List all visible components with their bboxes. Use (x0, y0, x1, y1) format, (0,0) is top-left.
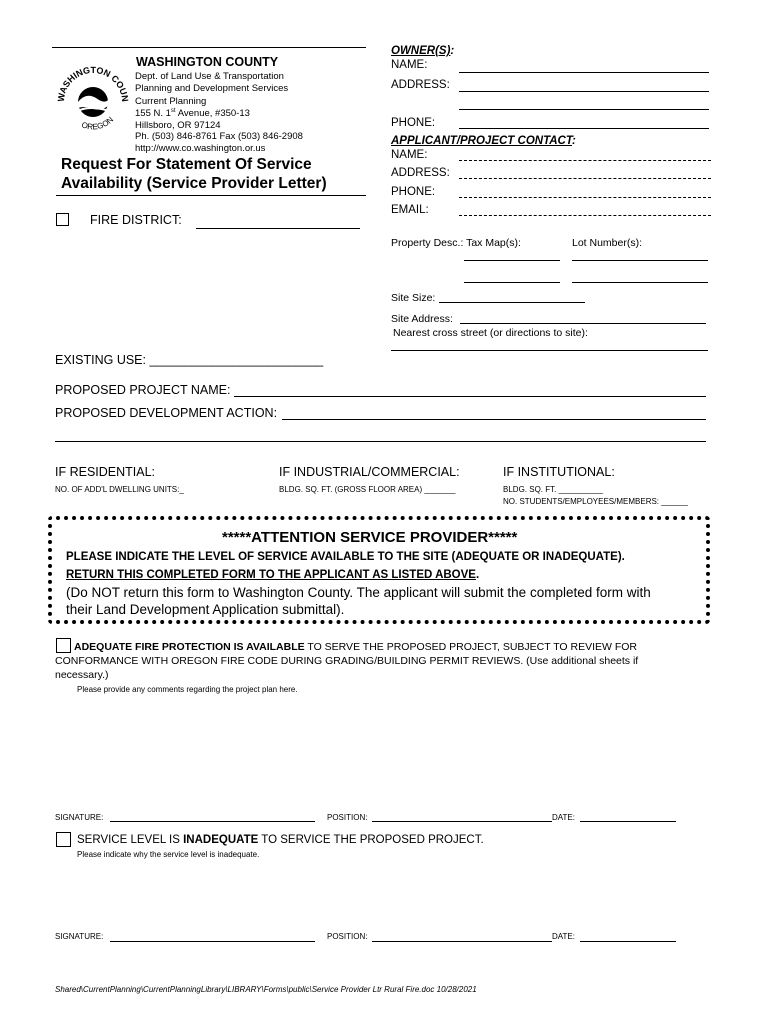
date-label-2: DATE: (552, 932, 575, 941)
form-title-line1: Request For Statement Of Service (61, 156, 312, 173)
signature-field-2[interactable] (110, 941, 315, 942)
svg-text:OREGON (80, 115, 115, 132)
inadequate-pre: SERVICE LEVEL IS (77, 834, 184, 846)
owner-heading-colon: : (450, 45, 455, 57)
fire-district-field[interactable] (196, 228, 360, 229)
owner-heading (391, 45, 454, 57)
adequate-line3: necessary.) (55, 669, 109, 681)
applicant-heading (391, 135, 576, 147)
existing-use-label: EXISTING USE: _________________________ (55, 353, 324, 367)
owner-address-field2[interactable] (459, 109, 709, 110)
applicant-address-field[interactable] (459, 178, 711, 179)
inadequate-checkbox[interactable] (56, 832, 71, 847)
attention-line4: their Land Development Application submittal). (66, 602, 345, 617)
position-label-2: POSITION: (327, 932, 368, 941)
lot-number-field2[interactable] (572, 282, 708, 283)
date-label-1: DATE: (552, 813, 575, 822)
adequate-rest-text: TO SERVE THE PROPOSED PROJECT, SUBJECT TO REVIEW FOR (304, 641, 638, 653)
attention-line2 (66, 569, 479, 581)
proposed-name-field[interactable] (234, 396, 706, 397)
dept-line1: Dept. of Land Use & Transportation (135, 71, 284, 82)
date-field-1[interactable] (580, 821, 676, 822)
industrial-sub: BLDG. SQ. FT. (GROSS FLOOR AREA) _______ (279, 485, 456, 494)
attention-title: *****ATTENTION SERVICE PROVIDER***** (222, 529, 518, 546)
fire-district-checkbox[interactable] (56, 213, 69, 226)
tax-map-field2[interactable] (464, 282, 560, 283)
owner-address-label: ADDRESS: (391, 79, 450, 91)
proposed-action-label: PROPOSED DEVELOPMENT ACTION: (55, 406, 278, 420)
adequate-comments: Please provide any comments regarding the project plan here. (77, 685, 298, 694)
applicant-email-field[interactable] (459, 215, 711, 216)
signature-field-1[interactable] (110, 821, 315, 822)
title-rule (56, 195, 366, 196)
attention-line2-end: . (475, 569, 480, 581)
form-title-line2: Availability (Service Provider Letter) (61, 175, 327, 192)
county-address1 (135, 108, 250, 119)
lot-number-field1[interactable] (572, 260, 708, 261)
lot-number-label: Lot Number(s): (572, 237, 643, 249)
address1-pre: 155 N. 1 (135, 108, 171, 120)
owner-address-field[interactable] (459, 91, 709, 92)
site-size-label: Site Size: (391, 292, 436, 304)
fire-district-label: FIRE DISTRICT: (90, 213, 182, 227)
applicant-address-label: ADDRESS: (391, 167, 450, 179)
proposed-action-field2[interactable] (55, 441, 706, 442)
adequate-line2: CONFORMANCE WITH OREGON FIRE CODE DURING GRADING/BUILDING PERMIT REVIEWS. (Use additional sheets if (55, 655, 639, 667)
owner-phone-label: PHONE: (391, 117, 436, 129)
applicant-name-field[interactable] (459, 160, 711, 161)
applicant-heading-colon: : (572, 135, 576, 147)
industrial-label: IF INDUSTRIAL/COMMERCIAL: (279, 465, 460, 479)
owner-heading-text: OWNER(S) (391, 45, 451, 57)
inadequate-sub: Please indicate why the service level is inadequate. (77, 850, 260, 859)
attention-line1: PLEASE INDICATE THE LEVEL OF SERVICE AVAILABLE TO THE SITE (ADEQUATE OR INADEQUATE). (66, 551, 625, 563)
header-rule (52, 47, 366, 48)
institutional-sub1: BLDG. SQ. FT. __________ (503, 485, 604, 494)
applicant-heading-text: APPLICANT/PROJECT CONTACT (391, 135, 573, 147)
inadequate-post: TO SERVICE THE PROPOSED PROJECT. (258, 834, 484, 846)
inadequate-bold: INADEQUATE (183, 834, 259, 846)
cross-street-label: Nearest cross street (or directions to site): (393, 327, 588, 339)
site-address-field[interactable] (460, 323, 706, 324)
address1-post: Avenue, #350-13 (175, 108, 250, 120)
institutional-sub2: NO. STUDENTS/EMPLOYEES/MEMBERS: ______ (503, 497, 688, 506)
address1-sup: st (170, 108, 176, 114)
position-field-1[interactable] (372, 821, 552, 822)
owner-phone-field[interactable] (459, 128, 709, 129)
dept-line2: Planning and Development Services (135, 83, 289, 94)
signature-label-1: SIGNATURE: (55, 813, 104, 822)
cross-street-field[interactable] (391, 350, 708, 351)
attention-line2-text: RETURN THIS COMPLETED FORM TO THE APPLICANT AS LISTED ABOVE (66, 569, 476, 581)
institutional-label: IF INSTITUTIONAL: (503, 465, 615, 479)
footer-path: Shared\CurrentPlanning\CurrentPlanningLibrary\LIBRARY\Forms\public\Service Provider Ltr Rural Fire.doc 10/28/2021 (55, 985, 477, 994)
applicant-name-label: NAME: (391, 149, 428, 161)
applicant-email-label: EMAIL: (391, 204, 429, 216)
proposed-name-label: PROPOSED PROJECT NAME: (55, 383, 231, 397)
county-url[interactable]: http://www.co.washington.or.us (135, 143, 266, 154)
county-seal (54, 62, 132, 140)
county-name: WASHINGTON COUNTY (136, 55, 279, 69)
seal-bottom-text: OREGON (80, 115, 116, 132)
adequate-checkbox[interactable] (56, 638, 71, 653)
residential-sub: NO. OF ADD'L DWELLING UNITS:_ (55, 485, 184, 494)
residential-label: IF RESIDENTIAL: (55, 465, 156, 479)
proposed-action-field[interactable] (282, 419, 706, 420)
site-address-label: Site Address: (391, 313, 453, 325)
adequate-bold-text: ADEQUATE FIRE PROTECTION IS AVAILABLE (74, 641, 305, 653)
dept-line3: Current Planning (135, 96, 207, 107)
date-field-2[interactable] (580, 941, 676, 942)
inadequate-line (77, 834, 484, 846)
owner-name-label: NAME: (391, 59, 428, 71)
attention-line3: (Do NOT return this form to Washington County. The applicant will submit the completed form with (66, 585, 651, 600)
position-label-1: POSITION: (327, 813, 368, 822)
applicant-phone-label: PHONE: (391, 186, 436, 198)
position-field-2[interactable] (372, 941, 552, 942)
tax-map-field1[interactable] (464, 260, 560, 261)
tax-map-label: Property Desc.: Tax Map(s): (391, 237, 521, 249)
county-phone: Ph. (503) 846-8761 Fax (503) 846-2908 (135, 131, 303, 142)
adequate-line1 (74, 641, 637, 653)
owner-name-field[interactable] (459, 72, 709, 73)
signature-label-2: SIGNATURE: (55, 932, 104, 941)
applicant-phone-field[interactable] (459, 197, 711, 198)
county-address2: Hillsboro, OR 97124 (135, 120, 221, 131)
site-size-field[interactable] (439, 302, 585, 303)
seal-top-text: WASHINGTON COUN (55, 64, 131, 103)
